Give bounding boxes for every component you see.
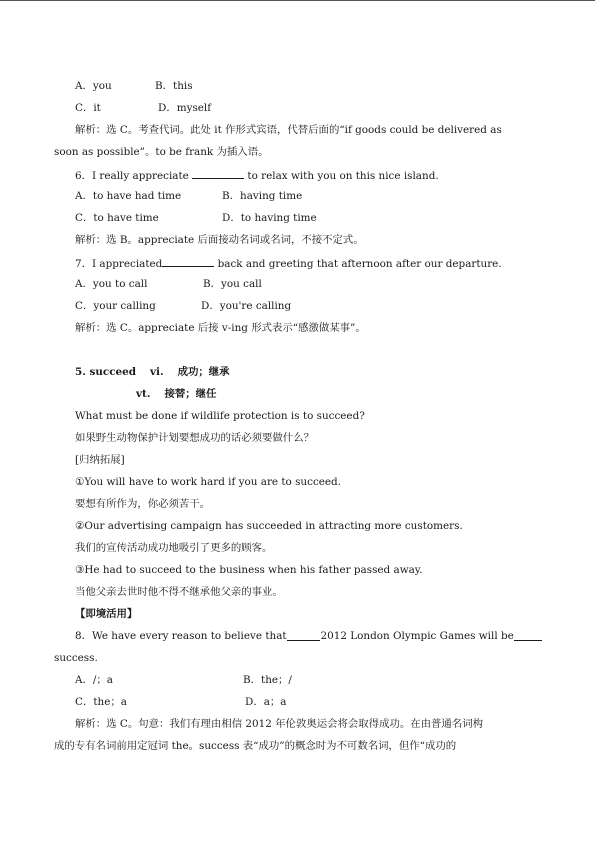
answer-blank xyxy=(162,255,214,267)
example-chinese: 当他父亲去世时他不得不继承他父亲的事业。 xyxy=(75,586,283,598)
option-b: B．having time xyxy=(222,190,303,202)
option-a: A．to have had time xyxy=(75,190,182,202)
meaning-vt: 接替；继任 xyxy=(164,388,217,400)
option-d: D．you're calling xyxy=(201,300,292,312)
analysis-line: 解析：选 C。句意：我们有理由相信 2012 年伦敦奥运会将会取得成功。在由普通名词构 xyxy=(75,718,483,730)
stem-part: 6．I really appreciate xyxy=(75,170,193,182)
stem-part: 2012 London Olympic Games will be xyxy=(320,630,514,642)
pos-vi: vi. xyxy=(150,366,164,378)
question-stem xyxy=(75,629,542,643)
options-row xyxy=(75,211,317,225)
stem-part: back and greeting that afternoon after our departure. xyxy=(214,258,502,270)
option-c: C．to have time xyxy=(75,212,159,224)
option-a: A．you xyxy=(75,80,112,92)
options-row xyxy=(75,695,287,709)
headword: 5. succeed xyxy=(75,366,137,378)
example-english: ③He had to succeed to the business when his father passed away. xyxy=(75,564,423,576)
example-chinese: 要想有所作为，你必须苦干。 xyxy=(75,498,211,510)
option-d: D．to having time xyxy=(222,212,317,224)
section-title: 【即境活用】 xyxy=(75,608,138,620)
section-title: [归纳拓展] xyxy=(75,454,125,466)
analysis-line: 解析：选 C。考查代词。此处 it 作形式宾语，代替后面的“if goods could be delivered as xyxy=(75,124,502,136)
stem-part: 8．We have every reason to believe that xyxy=(75,630,287,642)
option-d: D．myself xyxy=(158,102,212,114)
option-d: D．a；a xyxy=(245,696,287,708)
option-c: C．the；a xyxy=(75,696,127,708)
example-english: ①You will have to work hard if you are to succeed. xyxy=(75,476,342,488)
example-chinese: 如果野生动物保护计划要想成功的话必须要做什么？ xyxy=(75,432,314,444)
answer-blank xyxy=(287,629,321,641)
option-a: A．/；a xyxy=(75,674,113,686)
word-entry-subheading xyxy=(136,387,216,401)
option-b: B．you call xyxy=(203,278,262,290)
analysis-line: 解析：选 C。appreciate 后接 v-ing 形式表示“感激做某事”。 xyxy=(75,322,366,334)
option-b: B．the；/ xyxy=(243,674,292,686)
question-stem xyxy=(75,167,439,183)
word-entry-heading xyxy=(75,365,230,379)
options-row xyxy=(75,277,262,291)
stem-part: 7．I appreciated xyxy=(75,258,163,270)
example-english: ②Our advertising campaign has succeeded in attracting more customers. xyxy=(75,520,463,532)
option-a: A．you to call xyxy=(75,278,148,290)
pos-vt: vt. xyxy=(136,388,151,400)
analysis-line: 解析：选 B。appreciate 后面接动名词或名词，不接不定式。 xyxy=(75,234,364,246)
answer-blank xyxy=(514,629,542,641)
options-row xyxy=(75,189,302,203)
options-row xyxy=(75,101,211,115)
option-b: B．this xyxy=(155,80,193,92)
options-row xyxy=(75,673,292,687)
question-stem xyxy=(75,255,502,271)
meaning-vi: 成功；继承 xyxy=(177,366,230,378)
option-c: C．it xyxy=(75,102,101,114)
analysis-line: 成的专有名词前用定冠词 the。success 表“成功”的概念时为不可数名词，但作“成功的 xyxy=(54,740,457,752)
stem-part: to relax with you on this nice island. xyxy=(244,170,439,182)
answer-blank xyxy=(192,167,244,179)
option-c: C．your calling xyxy=(75,300,156,312)
example-chinese: 我们的宣传活动成功地吸引了更多的顾客。 xyxy=(75,542,273,554)
options-row xyxy=(75,299,291,313)
example-english: What must be done if wildlife protection is to succeed? xyxy=(75,410,365,422)
question-stem-cont: success. xyxy=(54,652,98,664)
analysis-line: soon as possible”。to be frank 为插入语。 xyxy=(54,146,269,158)
options-row xyxy=(75,79,193,93)
